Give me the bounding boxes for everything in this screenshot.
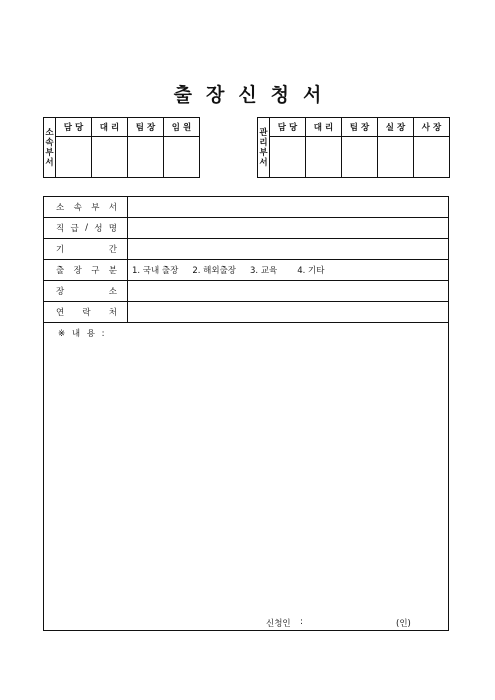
signature-cell[interactable] [164,137,200,178]
row-label: 연 락 처 [44,302,128,322]
page-title: 출장신청서 [173,84,336,106]
approval-header: 대 리 [306,118,342,137]
form-row-period [44,239,448,260]
trip-request-form [43,196,449,631]
signature-cell[interactable] [92,137,128,178]
form-row-contact [44,302,448,323]
signature-cell[interactable] [56,137,92,178]
row-label: 소 속 부 서 [44,197,128,217]
trip-option-education[interactable]: 3. 교육 [250,266,278,276]
approval-header: 담 당 [270,118,306,137]
approval-header: 팀 장 [128,118,164,137]
signature-cell[interactable] [128,137,164,178]
management-approval-table [257,117,450,178]
row-label: 직 급 / 성 명 [44,218,128,238]
row-label: 출 장 구 분 [44,260,128,280]
approval-header: 실 장 [378,118,414,137]
applicant-colon: : [300,617,303,627]
signature-cell[interactable] [306,137,342,178]
approval-side-label: 소속부서 [44,118,56,178]
signature-cell[interactable] [342,137,378,178]
form-row-location [44,281,448,302]
signature-cell[interactable] [378,137,414,178]
trip-option-domestic[interactable]: 1. 국내 출장 [132,266,179,276]
department-approval-table [43,117,200,178]
approval-header: 대 리 [92,118,128,137]
form-row-trip-type [44,260,448,281]
row-label: 장 소 [44,281,128,301]
form-row-rank-name [44,218,448,239]
signature-cell[interactable] [270,137,306,178]
seal-label: (인) [396,619,411,629]
trip-option-other[interactable]: 4. 기타 [297,266,325,276]
approval-header: 임 원 [164,118,200,137]
form-row-department [44,197,448,218]
applicant-label: 신청인 [266,619,291,629]
trip-type-options [132,260,338,280]
signature-cell[interactable] [414,137,450,178]
approval-header: 담 당 [56,118,92,137]
approval-side-label: 관리부서 [258,118,270,178]
row-label: 기 간 [44,239,128,259]
trip-option-overseas[interactable]: 2. 해외출장 [192,266,237,276]
approval-header: 사 장 [414,118,450,137]
approval-header: 팀 장 [342,118,378,137]
content-label: ※ 내 용 : [58,329,107,339]
